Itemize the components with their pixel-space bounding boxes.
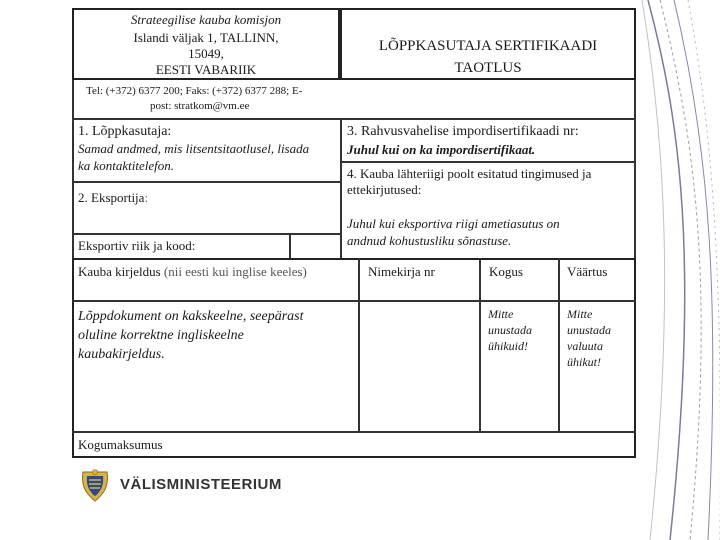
col-description-title: Kauba kirjeldus xyxy=(78,264,161,279)
table-header-divider xyxy=(72,300,636,302)
conditions-label-1: 4. Kauba lähteriigi poolt esitatud tingimused ja xyxy=(347,166,592,181)
org-name: Strateegilise kauba komisjon xyxy=(130,12,282,27)
export-country-label: Eksportiv riik ja kood: xyxy=(78,238,196,253)
contact-divider xyxy=(72,118,636,120)
address-line-3: EESTI VABARIIK xyxy=(155,62,257,77)
col-description-header xyxy=(78,264,307,280)
address-line-2: 15049, xyxy=(188,46,224,61)
estonian-coat-of-arms-icon xyxy=(80,468,110,502)
value-note-4: ühikut! xyxy=(567,355,601,369)
section3-divider xyxy=(340,161,636,163)
export-country-code-field[interactable] xyxy=(291,235,340,260)
col-list-no-header: Nimekirja nr xyxy=(368,264,435,279)
quantity-note-1: Mitte xyxy=(488,307,514,321)
value-note-1: Mitte xyxy=(567,307,593,321)
end-user-note-1: Samad andmed, mis litsentsitaotlusel, lisada xyxy=(78,141,310,156)
end-user-note-2: ka kontaktitelefon. xyxy=(78,158,175,173)
contact-line-2: post: stratkom@vm.ee xyxy=(150,100,250,112)
table-col-divider-2 xyxy=(479,258,481,431)
address-line-1: Islandi väljak 1, TALLINN, xyxy=(133,30,279,45)
exporter-label-text: 2. Eksportija xyxy=(78,190,145,205)
conditions-label-2: ettekirjutused: xyxy=(347,182,422,197)
value-note-3: valuuta xyxy=(567,339,603,353)
conditions-note-2: andnud kohustusliku sõnastuse. xyxy=(347,233,512,248)
right-border xyxy=(634,80,636,260)
section1-divider xyxy=(72,181,340,183)
col-description-suffix: (nii eesti kui inglise keeles) xyxy=(160,264,307,279)
middle-divider xyxy=(340,118,342,260)
form-title-line-1: LÕPPKASUTAJA SERTIFIKAADI xyxy=(378,38,598,54)
quantity-note-2: unustada xyxy=(488,323,533,337)
total-value-label: Kogumaksumus xyxy=(78,437,163,452)
value-note-2: unustada xyxy=(567,323,612,337)
ministry-name: VÄLISMINISTEERIUM xyxy=(120,476,282,493)
end-user-label: 1. Lõppkasutaja: xyxy=(78,124,172,139)
col-quantity-header: Kogus xyxy=(489,264,523,279)
table-col-divider-1 xyxy=(358,258,360,431)
contact-line-1: Tel: (+372) 6377 200; Faks: (+372) 6377 288; E- xyxy=(86,85,303,97)
import-certificate-label: 3. Rahvusvahelise impordisertifikaadi nr: xyxy=(347,124,579,139)
form-title-line-2: TAOTLUS xyxy=(454,60,522,76)
description-note-3: kaubakirjeldus. xyxy=(78,347,165,362)
table-col-divider-3 xyxy=(558,258,560,431)
description-note-2: oluline korrektne ingliskeelne xyxy=(78,328,244,343)
exporter-label xyxy=(78,190,148,206)
conditions-note-1: Juhul kui eksportiva riigi ametiasutus on xyxy=(347,216,560,231)
exporter-label-colon: : xyxy=(144,190,149,205)
col-value-header: Väärtus xyxy=(567,264,608,279)
table-total-divider xyxy=(72,431,636,433)
quantity-note-3: ühikuid! xyxy=(488,339,528,353)
decorative-curves xyxy=(640,0,720,540)
description-note-1: Lõppdokument on kakskeelne, seepärast xyxy=(78,309,304,324)
import-certificate-note: Juhul kui on ka impordisertifikaat. xyxy=(347,142,536,157)
